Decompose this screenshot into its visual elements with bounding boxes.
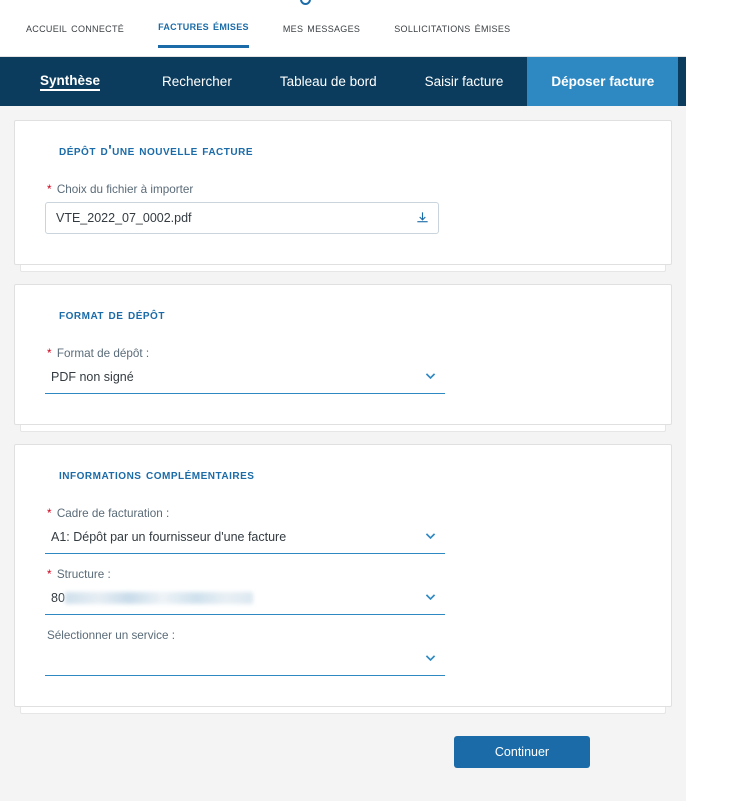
- tab-label: R: [702, 74, 712, 89]
- tab-rechercher[interactable]: [138, 57, 256, 106]
- required-asterisk: *: [47, 347, 52, 360]
- redacted-value-mask: [65, 592, 253, 604]
- nav-item-label: sollicitations émises: [394, 19, 511, 35]
- tab-label: Tableau de bord: [279, 74, 377, 89]
- field-label-text: Format de dépôt :: [56, 347, 150, 360]
- card-format-de-depot: [14, 284, 672, 425]
- main-navigation: [0, 0, 686, 57]
- card-title: format de dépôt: [59, 307, 165, 323]
- nav-item-mes-messages[interactable]: [283, 20, 360, 37]
- required-asterisk: *: [47, 183, 52, 196]
- card-shadow-format: [20, 424, 666, 432]
- select-cadre-de-facturation[interactable]: [45, 526, 445, 554]
- file-input[interactable]: [45, 202, 439, 234]
- select-value: [45, 587, 445, 613]
- chevron-down-icon[interactable]: [424, 590, 437, 603]
- nav-item-label: mes messages: [282, 19, 361, 35]
- chevron-down-icon[interactable]: [424, 369, 437, 382]
- select-value: [45, 648, 445, 674]
- main-content: [0, 106, 686, 768]
- field-file-upload: [45, 183, 641, 234]
- continue-button[interactable]: Continuer: [454, 736, 590, 768]
- field-selectionner-un-service: [45, 629, 641, 676]
- card-title: dépôt d'une nouvelle facture: [59, 143, 253, 159]
- nav-item-label: accueil connecté: [26, 19, 125, 35]
- nav-item-factures-emises[interactable]: [158, 18, 249, 38]
- select-service[interactable]: [45, 648, 445, 676]
- tab-synthese[interactable]: [0, 57, 138, 106]
- field-label-text: Choix du fichier à importer: [56, 183, 194, 196]
- nav-item-sollicitations-emises[interactable]: [394, 20, 510, 37]
- nav-item-label: factures émises: [158, 18, 249, 33]
- tab-label: Saisir facture: [424, 74, 504, 89]
- card-title: informations complémentaires: [59, 467, 255, 483]
- card-depot-nouvelle-facture: [14, 120, 672, 265]
- field-label: [47, 183, 641, 196]
- tab-overflow[interactable]: [678, 57, 736, 106]
- file-name-value: VTE_2022_07_0002.pdf: [56, 211, 192, 225]
- required-asterisk: *: [47, 507, 52, 520]
- select-format-de-depot[interactable]: [45, 366, 445, 394]
- field-label: [47, 629, 641, 642]
- tab-saisir-facture[interactable]: [401, 57, 528, 106]
- tab-deposer-facture[interactable]: [527, 57, 678, 106]
- card-shadow-informations: [20, 706, 666, 714]
- notification-dot-icon: [300, 0, 311, 5]
- upload-icon[interactable]: [415, 210, 430, 227]
- tab-label: Rechercher: [162, 74, 232, 89]
- field-cadre-de-facturation: [45, 507, 641, 554]
- secondary-tab-bar: [0, 57, 712, 106]
- chevron-down-icon[interactable]: [424, 529, 437, 542]
- field-format-de-depot: [45, 347, 641, 394]
- field-structure: [45, 568, 641, 615]
- field-label: [47, 347, 641, 360]
- card-shadow-depot: [20, 264, 666, 272]
- chevron-down-icon[interactable]: [424, 651, 437, 664]
- required-asterisk: *: [47, 568, 52, 581]
- field-label-text: Cadre de facturation :: [56, 507, 170, 520]
- tab-tableau-de-bord[interactable]: [256, 57, 401, 106]
- form-footer: [14, 726, 672, 768]
- card-informations-complementaires: [14, 444, 672, 707]
- select-value: A1: Dépôt par un fournisseur d'une facture: [51, 530, 287, 544]
- select-structure[interactable]: [45, 587, 445, 615]
- tab-label: Synthèse: [40, 73, 100, 91]
- tab-label: Déposer facture: [551, 74, 655, 89]
- select-value: PDF non signé: [51, 370, 134, 384]
- field-label: [47, 568, 641, 581]
- nav-item-accueil-connecte[interactable]: [26, 20, 124, 37]
- field-label-text: Sélectionner un service :: [47, 629, 175, 642]
- structure-value-text: 80: [51, 591, 65, 605]
- field-label: [47, 507, 641, 520]
- field-label-text: Structure :: [56, 568, 111, 581]
